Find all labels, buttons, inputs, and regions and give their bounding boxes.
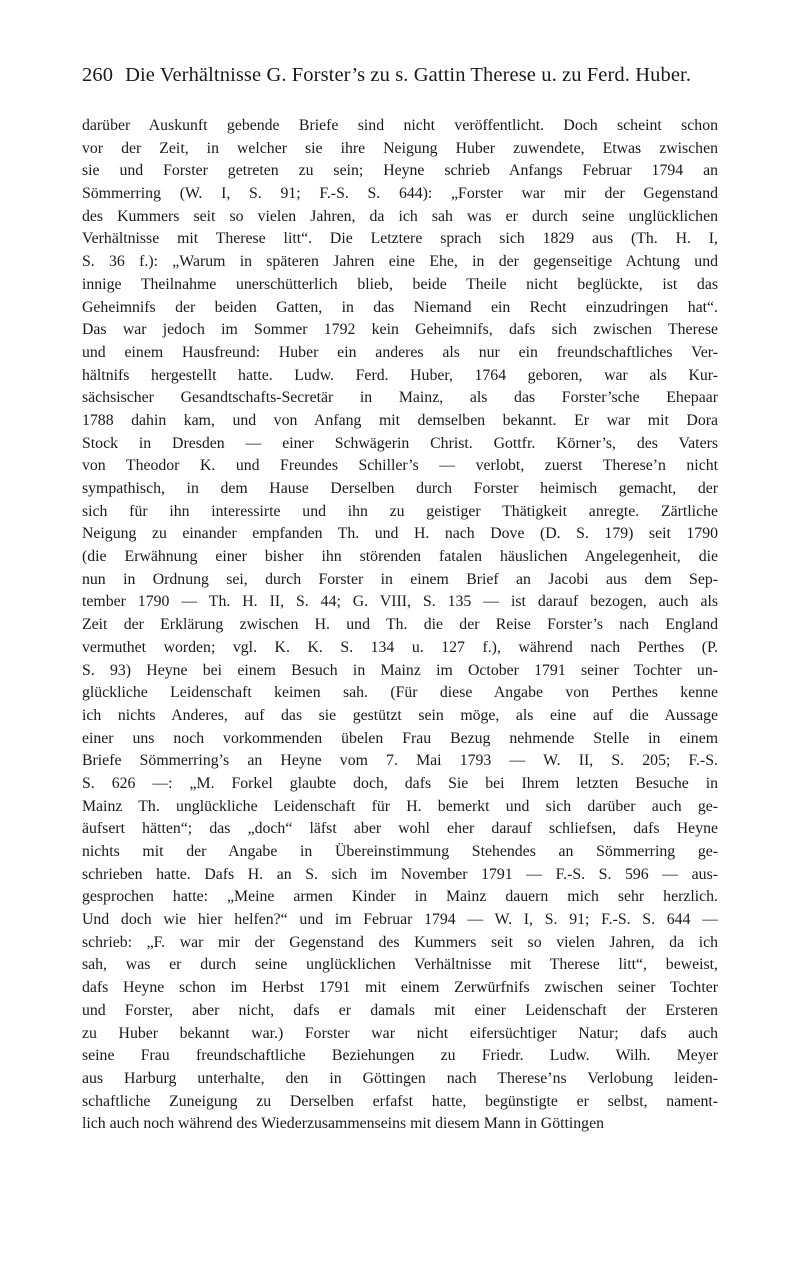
text-line: schaftliche Zuneigung zu Derselben erfafst hatte, begünstigte er selbst, nament-	[82, 1092, 718, 1110]
text-line: vermuthet worden; vgl. K. K. S. 134 u. 127 f.), während nach Perthes (P.	[82, 638, 718, 656]
running-head	[82, 64, 722, 87]
text-line: sächsischer Gesandtschafts-Secretär in Mainz, als das Forster’sche Ehepaar	[82, 389, 718, 407]
text-line: sah, was er durch seine unglücklichen Verhältnisse mit Therese litt“, beweist,	[82, 956, 718, 974]
text-line: Mainz Th. unglückliche Leidenschaft für H. bemerkt und sich darüber auch ge-	[82, 797, 718, 815]
running-title: Die Verhältnisse G. Forster’s zu s. Gattin Therese u. zu Ferd. Huber.	[125, 64, 692, 86]
text-line: Zeit der Erklärung zwischen H. und Th. die der Reise Forster’s nach England	[82, 616, 718, 634]
text-line: Das war jedoch im Sommer 1792 kein Geheimnifs, dafs sich zwischen Therese	[82, 321, 718, 339]
text-line: gesprochen hatte: „Meine armen Kinder in Mainz dauern mich sehr herzlich.	[82, 888, 718, 906]
text-line: darüber Auskunft gebende Briefe sind nicht veröffentlicht. Doch scheint schon	[82, 117, 718, 134]
text-line: innige Theilnahme unerschütterlich blieb, beide Theile nicht beglückte, ist das	[82, 275, 718, 293]
text-line: S. 626 —: „M. Forkel glaubte doch, dafs Sie bei Ihrem letzten Besuche in	[82, 774, 718, 792]
text-line: äufsert hätten“; das „doch“ läfst aber wohl eher darauf schliefsen, dafs Heyne	[82, 820, 718, 838]
text-line: tember 1790 — Th. H. II, S. 44; G. VIII, S. 135 — ist darauf bezogen, auch als	[82, 593, 718, 611]
text-line: sie und Forster getreten zu sein; Heyne schrieb Anfangs Februar 1794 an	[82, 162, 718, 180]
text-line: Neigung zu einander empfanden Th. und H. nach Dove (D. S. 179) seit 1790	[82, 525, 718, 543]
text-line: Sömmerring (W. I, S. 91; F.-S. S. 644): „Forster war mir der Gegenstand	[82, 185, 718, 203]
text-line: schrieb: „F. war mir der Gegenstand des Kummers seit so vielen Jahren, da ich	[82, 933, 718, 951]
page-number: 260	[82, 64, 114, 86]
text-line: glückliche Leidenschaft keimen sah. (Für diese Angabe von Perthes kenne	[82, 684, 718, 702]
text-line: 1788 dahin kam, und von Anfang mit demselben bekannt. Er war mit Dora	[82, 411, 718, 429]
text-line: lich auch noch während des Wiederzusammenseins mit diesem Mann in Göttingen	[82, 1115, 604, 1133]
text-line: Geheimnifs der beiden Gatten, in das Niemand ein Recht einzudringen hat“.	[82, 298, 718, 316]
text-line: S. 36 f.): „Warum in späteren Jahren eine Ehe, in der gegenseitige Achtung und	[82, 253, 718, 271]
text-line: hältnifs hergestellt hatte. Ludw. Ferd. Huber, 1764 geboren, war als Kur-	[82, 366, 718, 384]
text-line: zu Huber bekannt war.) Forster war nicht eifersüchtiger Natur; dafs auch	[82, 1024, 718, 1042]
text-line: Stock in Dresden — einer Schwägerin Christ. Gottfr. Körner’s, des Vaters	[82, 434, 718, 452]
text-line: sich für ihn interessirte und ihn zu geistiger Thätigkeit anregte. Zärtliche	[82, 502, 718, 520]
text-line: schrieben hatte. Dafs H. an S. sich im November 1791 — F.-S. S. 596 — aus-	[82, 865, 718, 883]
text-line: (die Erwähnung einer bisher ihn störenden fatalen häuslichen Angelegenheit, die	[82, 548, 718, 566]
text-line: Und doch wie hier helfen?“ und im Februar 1794 — W. I, S. 91; F.-S. S. 644 —	[82, 911, 718, 929]
text-line: Verhältnisse mit Therese litt“. Die Letztere sprach sich 1829 aus (Th. H. I,	[82, 230, 718, 248]
text-line: seine Frau freundschaftliche Beziehungen zu Friedr. Ludw. Wilh. Meyer	[82, 1047, 718, 1065]
text-line: S. 93) Heyne bei einem Besuch in Mainz im October 1791 seiner Tochter un-	[82, 661, 718, 679]
text-line: und einem Hausfreund: Huber ein anderes als nur ein freundschaftliches Ver-	[82, 343, 718, 361]
text-line: und Forster, aber nicht, dafs er damals mit einer Leidenschaft der Ersteren	[82, 1001, 718, 1019]
text-line: ich nichts Anderes, auf das sie gestützt sein möge, als eine auf die Aussage	[82, 706, 718, 724]
text-line: des Kummers seit so vielen Jahren, da ich sah was er durch seine unglücklichen	[82, 207, 718, 225]
text-line: vor der Zeit, in welcher sie ihre Neigung Huber zuwendete, Etwas zwischen	[82, 139, 718, 157]
text-line: Briefe Sömmerring’s an Heyne vom 7. Mai 1793 — W. II, S. 205; F.-S.	[82, 752, 718, 770]
body-text	[82, 115, 718, 1136]
text-line: nichts mit der Angabe in Übereinstimmung Stehendes an Sömmerring ge-	[82, 843, 718, 860]
text-line: von Theodor K. und Freundes Schiller’s — verlobt, zuerst Therese’n nicht	[82, 457, 718, 475]
text-line: dafs Heyne schon im Herbst 1791 mit einem Zerwürfnifs zwischen seiner Tochter	[82, 979, 718, 997]
text-line: einer uns noch vorkommenden übelen Frau Bezug nehmende Stelle in einem	[82, 729, 718, 747]
text-line: nun in Ordnung sei, durch Forster in einem Brief an Jacobi aus dem Sep-	[82, 570, 718, 588]
text-line: sympathisch, in dem Hause Derselben durch Forster heimisch gemacht, der	[82, 480, 718, 497]
text-line: aus Harburg unterhalte, den in Göttingen nach Therese’ns Verlobung leiden-	[82, 1069, 718, 1087]
